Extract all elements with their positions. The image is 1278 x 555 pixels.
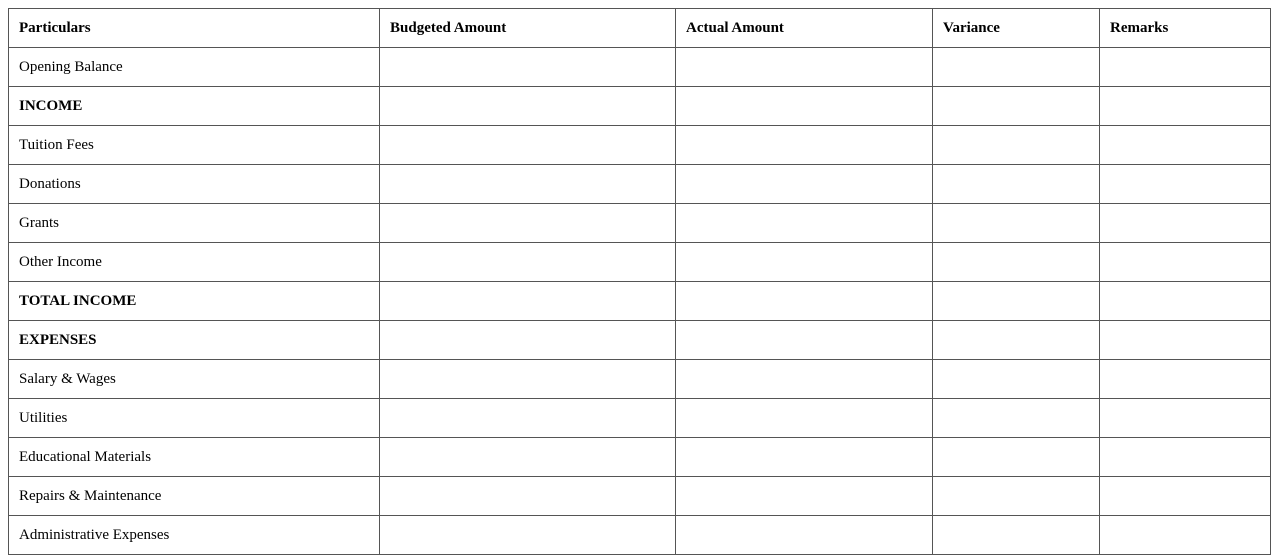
table-body [9,48,1271,555]
variance-cell[interactable] [933,477,1100,516]
actual-amount-cell[interactable] [676,399,933,438]
actual-amount-cell[interactable] [676,204,933,243]
header-remarks: Remarks [1100,9,1271,48]
particulars-cell: Utilities [9,399,380,438]
remarks-cell[interactable] [1100,243,1271,282]
variance-cell[interactable] [933,48,1100,87]
remarks-cell[interactable] [1100,477,1271,516]
variance-cell[interactable] [933,243,1100,282]
particulars-cell: Other Income [9,243,380,282]
variance-cell[interactable] [933,360,1100,399]
remarks-cell[interactable] [1100,48,1271,87]
particulars-cell: Grants [9,204,380,243]
table-row [9,243,1271,282]
particulars-cell: TOTAL INCOME [9,282,380,321]
actual-amount-cell[interactable] [676,126,933,165]
remarks-cell[interactable] [1100,321,1271,360]
budgeted-amount-cell[interactable] [380,516,676,555]
variance-cell[interactable] [933,282,1100,321]
actual-amount-cell[interactable] [676,438,933,477]
particulars-cell: Salary & Wages [9,360,380,399]
table-row [9,477,1271,516]
actual-amount-cell[interactable] [676,282,933,321]
variance-cell[interactable] [933,438,1100,477]
actual-amount-cell[interactable] [676,516,933,555]
particulars-cell: Educational Materials [9,438,380,477]
table-row [9,321,1271,360]
budget-sheet [8,8,1271,555]
budgeted-amount-cell[interactable] [380,438,676,477]
table-row [9,126,1271,165]
table-row [9,204,1271,243]
header-budgeted-amount: Budgeted Amount [380,9,676,48]
actual-amount-cell[interactable] [676,321,933,360]
header-particulars: Particulars [9,9,380,48]
particulars-cell: Donations [9,165,380,204]
budgeted-amount-cell[interactable] [380,399,676,438]
budgeted-amount-cell[interactable] [380,48,676,87]
actual-amount-cell[interactable] [676,48,933,87]
remarks-cell[interactable] [1100,87,1271,126]
particulars-cell: Repairs & Maintenance [9,477,380,516]
table-row [9,438,1271,477]
remarks-cell[interactable] [1100,282,1271,321]
budgeted-amount-cell[interactable] [380,204,676,243]
header-row [9,9,1271,48]
actual-amount-cell[interactable] [676,243,933,282]
budgeted-amount-cell[interactable] [380,87,676,126]
variance-cell[interactable] [933,321,1100,360]
table-row [9,282,1271,321]
remarks-cell[interactable] [1100,165,1271,204]
variance-cell[interactable] [933,204,1100,243]
actual-amount-cell[interactable] [676,87,933,126]
header-actual-amount: Actual Amount [676,9,933,48]
budgeted-amount-cell[interactable] [380,165,676,204]
header-variance: Variance [933,9,1100,48]
variance-cell[interactable] [933,165,1100,204]
actual-amount-cell[interactable] [676,360,933,399]
budgeted-amount-cell[interactable] [380,126,676,165]
actual-amount-cell[interactable] [676,477,933,516]
budgeted-amount-cell[interactable] [380,282,676,321]
budgeted-amount-cell[interactable] [380,360,676,399]
particulars-cell: Administrative Expenses [9,516,380,555]
table-row [9,165,1271,204]
particulars-cell: Opening Balance [9,48,380,87]
actual-amount-cell[interactable] [676,165,933,204]
variance-cell[interactable] [933,126,1100,165]
budgeted-amount-cell[interactable] [380,321,676,360]
remarks-cell[interactable] [1100,399,1271,438]
budget-table [8,8,1271,555]
remarks-cell[interactable] [1100,516,1271,555]
remarks-cell[interactable] [1100,126,1271,165]
remarks-cell[interactable] [1100,360,1271,399]
table-row [9,87,1271,126]
remarks-cell[interactable] [1100,438,1271,477]
variance-cell[interactable] [933,87,1100,126]
variance-cell[interactable] [933,399,1100,438]
variance-cell[interactable] [933,516,1100,555]
table-row [9,399,1271,438]
table-row [9,48,1271,87]
table-row [9,360,1271,399]
budgeted-amount-cell[interactable] [380,477,676,516]
budgeted-amount-cell[interactable] [380,243,676,282]
particulars-cell: INCOME [9,87,380,126]
particulars-cell: Tuition Fees [9,126,380,165]
remarks-cell[interactable] [1100,204,1271,243]
particulars-cell: EXPENSES [9,321,380,360]
table-row [9,516,1271,555]
